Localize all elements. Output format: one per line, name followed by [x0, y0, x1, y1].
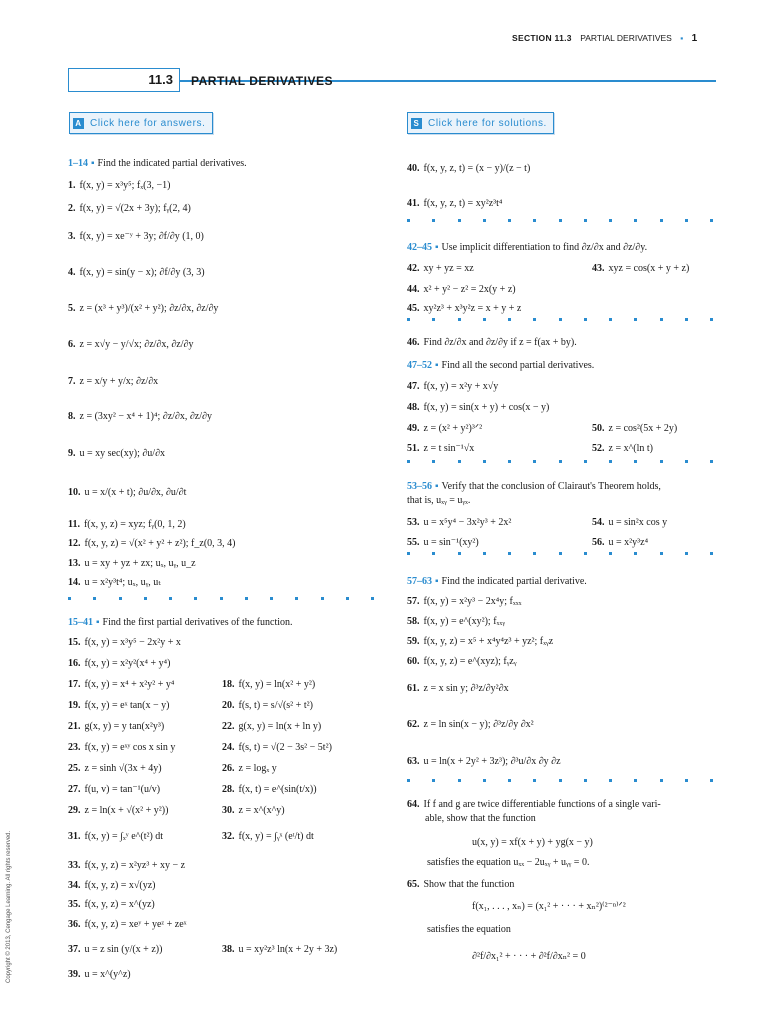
problem-number: 56.	[592, 537, 605, 548]
problem-item	[407, 537, 479, 548]
problem-item	[68, 831, 163, 842]
problem-number: 18.	[222, 679, 235, 690]
display-equation: ∂²f/∂x₁² + · · · + ∂²f/∂xₙ² = 0	[472, 951, 586, 962]
problem-expression: xyz = cos(x + y + z)	[608, 263, 690, 274]
problem-item	[407, 163, 530, 174]
problem-item	[592, 263, 689, 274]
problem-item	[68, 742, 175, 753]
problem-expression: f(x, y) = eˣ tan(x − y)	[84, 700, 170, 711]
problem-number: 15.	[68, 637, 81, 648]
problem-item	[68, 487, 186, 498]
problem-expression: f(x, y) = x³y⁵; fₓ(3, −1)	[79, 180, 171, 191]
problem-item	[68, 231, 204, 242]
problem-number: 24.	[222, 742, 235, 753]
display-equation: u(x, y) = xf(x + y) + yg(x − y)	[472, 837, 593, 848]
problem-item	[68, 860, 185, 871]
instruction-range: 15–41	[68, 617, 93, 628]
problem-expression: u = z sin (y/(x + z))	[84, 944, 163, 955]
problem-number: 14.	[68, 577, 81, 588]
problem-number: 59.	[407, 636, 420, 647]
problem-expression: u = x/(x + t); ∂u/∂x, ∂u/∂t	[84, 487, 187, 498]
problem-item	[407, 402, 549, 413]
problem-expression: f(x, y, z) = x^(yz)	[84, 899, 155, 910]
problem-number: 33.	[68, 860, 81, 871]
problem-number: 43.	[592, 263, 605, 274]
problem-number: 61.	[407, 683, 420, 694]
problem-item	[68, 763, 162, 774]
problem-number: 41.	[407, 198, 420, 209]
instruction-bullet: ▪	[435, 481, 439, 492]
problem-item	[407, 616, 505, 627]
problem-expression: u = x²y³z⁴	[608, 537, 649, 548]
problem-item	[407, 517, 511, 528]
problem-item	[68, 376, 158, 387]
problem-item	[68, 180, 170, 191]
problem-expression: f(x, y, z) = e^(xyz); fᵧzᵧ	[423, 656, 517, 667]
problem-item	[592, 423, 677, 434]
instruction	[407, 481, 661, 492]
page-number: 1	[691, 33, 698, 44]
problem-expression: z = x^(ln t)	[608, 443, 653, 454]
problem-item	[407, 303, 521, 314]
problem-number: 50.	[592, 423, 605, 434]
problem-item	[68, 411, 212, 422]
problem-expression: u = x⁵y⁴ − 3x²y³ + 2x²	[423, 517, 512, 528]
separator-dots	[407, 318, 713, 321]
problem-number: 27.	[68, 784, 81, 795]
problem-number: 12.	[68, 538, 81, 549]
problem-number: 53.	[407, 517, 420, 528]
problem-item	[68, 519, 186, 530]
problem-expression: u = sin²x cos y	[608, 517, 668, 528]
answers-button-label: Click here for answers.	[90, 117, 206, 129]
problem-number: 49.	[407, 423, 420, 434]
problem-item	[68, 919, 187, 930]
header-title: PARTIAL DERIVATIVES	[580, 33, 672, 43]
problem-item	[407, 443, 474, 454]
solutions-button[interactable]	[407, 112, 554, 134]
problem-number: 44.	[407, 284, 420, 295]
problem-expression: f(x, y) = xe⁻ʸ + 3y; ∂f/∂y (1, 0)	[79, 231, 204, 242]
problem-item	[68, 448, 165, 459]
problem-expression: Show that the function	[423, 879, 515, 890]
instruction-range: 53–56	[407, 481, 432, 492]
problem-number: 40.	[407, 163, 420, 174]
problem-expression: f(x, y) = x³y⁵ − 2x²y + x	[84, 637, 181, 648]
problem-number: 52.	[592, 443, 605, 454]
problem-expression: f(x, y) = ln(x² + y²)	[238, 679, 316, 690]
problem-item	[407, 799, 661, 810]
problem-number: 10.	[68, 487, 81, 498]
instruction-text: Verify that the conclusion of Clairaut's Theorem holds,	[441, 481, 661, 492]
separator-dots	[407, 779, 713, 782]
running-header	[512, 33, 697, 44]
problem-number: 5.	[68, 303, 76, 314]
problem-expression: z = t sin⁻¹√x	[423, 443, 475, 454]
problem-number: 29.	[68, 805, 81, 816]
problem-number: 37.	[68, 944, 81, 955]
problem-expression: f(x, y) = ∫ₓʸ e^(t²) dt	[84, 831, 164, 842]
problem-expression: f(x, y, z) = x⁵ + x⁴y⁴z³ + yz²; fₓᵧz	[423, 636, 554, 647]
problem-expression: f(x, y, z, t) = (x − y)/(z − t)	[423, 163, 531, 174]
problem-expression: f(x, t) = e^(sin(t/x))	[238, 784, 317, 795]
problem-item	[68, 558, 196, 569]
problem-item	[407, 719, 534, 730]
instruction	[68, 158, 247, 169]
problem-number: 8.	[68, 411, 76, 422]
problem-number: 46.	[407, 337, 420, 348]
problem-expression: u = sin⁻¹(xy²)	[423, 537, 479, 548]
problem-expression: z = cos²(5x + 2y)	[608, 423, 678, 434]
problem-item	[592, 517, 667, 528]
problem-expression: z = sinh √(3x + 4y)	[84, 763, 162, 774]
problem-item	[222, 742, 332, 753]
problem-number: 30.	[222, 805, 235, 816]
instruction-range: 1–14	[68, 158, 88, 169]
problem-number: 1.	[68, 180, 76, 191]
problem-expression: f(x, y) = e^(xy²); fₓₓᵧ	[423, 616, 505, 627]
problem-item	[68, 658, 170, 669]
problem-number: 28.	[222, 784, 235, 795]
problem-expression: f(x, y) = x⁴ + x²y² + y⁴	[84, 679, 175, 690]
problem-number: 57.	[407, 596, 420, 607]
problem-expression: z = ln sin(x − y); ∂³z/∂y ∂x²	[423, 719, 534, 730]
display-equation: f(x₁, . . . , xₙ) = (x₁² + · · · + xₙ²)⁽²⁻ⁿ⁾ᐟ²	[472, 901, 626, 912]
problem-item	[407, 381, 498, 392]
problem-item	[407, 337, 577, 348]
problem-expression: f(s, t) = √(2 − 3s² − 5t²)	[238, 742, 332, 753]
instruction-bullet: ▪	[96, 617, 100, 628]
instruction-bullet: ▪	[435, 242, 439, 253]
problem-expression: f(x, y, z) = x√(yz)	[84, 880, 156, 891]
problem-item	[407, 756, 561, 767]
header-section: SECTION 11.3	[512, 33, 572, 43]
problem-item	[222, 721, 321, 732]
problem-number: 42.	[407, 263, 420, 274]
problem-expression: u = x²y³t⁴; uₓ, uᵧ, uₜ	[84, 577, 161, 588]
problem-expression: z = ln(x + √(x² + y²))	[84, 805, 169, 816]
problem-item	[222, 805, 285, 816]
problem-item	[407, 656, 517, 667]
section-number: 11.3	[148, 72, 173, 87]
problem-item	[68, 899, 155, 910]
problem-number: 16.	[68, 658, 81, 669]
header-bullet: ▪	[680, 33, 684, 43]
problem-item	[407, 263, 474, 274]
problem-number: 34.	[68, 880, 81, 891]
problem-number: 13.	[68, 558, 81, 569]
problem-expression: z = x√y − y/√x; ∂z/∂x, ∂z/∂y	[79, 339, 194, 350]
problem-item	[68, 267, 205, 278]
problem-item	[222, 784, 317, 795]
problem-expression: u = ln(x + 2y² + 3z³); ∂³u/∂x ∂y ∂z	[423, 756, 561, 767]
problem-number: 38.	[222, 944, 235, 955]
solutions-button-label: Click here for solutions.	[428, 117, 547, 129]
problem-number: 22.	[222, 721, 235, 732]
problem-expression: z = x sin y; ∂³z/∂y²∂x	[423, 683, 509, 694]
problem-expression: f(x, y) = x²y²(x⁴ + y⁴)	[84, 658, 171, 669]
problem-item	[68, 805, 168, 816]
problem-item	[407, 879, 514, 890]
problem-expression: f(x, y, z) = xeʸ + yeᶻ + zeˣ	[84, 919, 187, 930]
separator-dots	[407, 552, 713, 555]
problem-number: 45.	[407, 303, 420, 314]
problem-item	[592, 443, 653, 454]
problem-number: 63.	[407, 756, 420, 767]
problem-expression: f(x, y) = x²y³ − 2x⁴y; fₓₓₓ	[423, 596, 522, 607]
problem-item	[68, 880, 156, 891]
problem-number: 39.	[68, 969, 81, 980]
problem-text: able, show that the function	[425, 813, 536, 824]
problem-expression: x² + y² − z² = 2x(y + z)	[423, 284, 516, 295]
section-title: PARTIAL DERIVATIVES	[191, 74, 333, 88]
instruction-range: 47–52	[407, 360, 432, 371]
problem-number: 11.	[68, 519, 80, 530]
instruction-text: Find all the second partial derivatives.	[441, 360, 595, 371]
problem-expression: g(x, y) = ln(x + ln y)	[238, 721, 322, 732]
problem-item	[68, 577, 161, 588]
instruction-bullet: ▪	[91, 158, 95, 169]
problem-item	[407, 284, 516, 295]
problem-number: 20.	[222, 700, 235, 711]
problem-number: 21.	[68, 721, 81, 732]
instruction	[68, 617, 293, 628]
problem-expression: xy + yz = xz	[423, 263, 474, 274]
problem-expression: f(x, y) = x²y + x√y	[423, 381, 499, 392]
problem-expression: f(x, y, z) = x²yz³ + xy − z	[84, 860, 186, 871]
instruction-text: that is, uₓᵧ = uᵧₓ.	[407, 495, 471, 506]
problem-item	[222, 763, 277, 774]
problem-expression: f(x, y) = sin(x + y) + cos(x − y)	[423, 402, 550, 413]
problem-item	[68, 538, 236, 549]
problem-item	[68, 679, 174, 690]
problem-number: 9.	[68, 448, 76, 459]
problem-item	[222, 700, 313, 711]
problem-text: satisfies the equation uₓₓ − 2uₓᵧ + uᵧᵧ = 0.	[427, 857, 590, 868]
problem-expression: f(x, y) = eˣʸ cos x sin y	[84, 742, 176, 753]
problem-number: 3.	[68, 231, 76, 242]
problem-number: 23.	[68, 742, 81, 753]
problem-number: 2.	[68, 203, 76, 214]
problem-expression: z = x^(x^y)	[238, 805, 285, 816]
answers-icon: A	[73, 118, 84, 129]
problem-expression: z = x/y + y/x; ∂z/∂x	[79, 376, 159, 387]
problem-item	[407, 423, 482, 434]
problem-expression: u = x^(y^z)	[84, 969, 131, 980]
problem-item	[407, 636, 553, 647]
problem-item	[68, 784, 160, 795]
problem-number: 4.	[68, 267, 76, 278]
problem-number: 26.	[222, 763, 235, 774]
problem-expression: f(x, y, z) = √(x² + y² + z²); f_z(0, 3, 4)	[84, 538, 236, 549]
problem-number: 32.	[222, 831, 235, 842]
problem-item	[68, 203, 191, 214]
problem-expression: f(x, y) = √(2x + 3y); fᵧ(2, 4)	[79, 203, 191, 214]
problem-number: 31.	[68, 831, 81, 842]
problem-number: 35.	[68, 899, 81, 910]
instruction-text: Find the first partial derivatives of the function.	[102, 617, 293, 628]
problem-item	[68, 944, 162, 955]
copyright-notice: Copyright © 2013, Cengage Learning. All rights reserved.	[6, 830, 12, 983]
instruction-text: Find the indicated partial derivatives.	[97, 158, 247, 169]
instruction	[407, 360, 594, 371]
problem-item	[222, 831, 314, 842]
problem-number: 54.	[592, 517, 605, 528]
problem-item	[68, 339, 193, 350]
problem-number: 36.	[68, 919, 81, 930]
problem-item	[407, 683, 509, 694]
problem-item	[68, 303, 218, 314]
problem-expression: f(x, y) = sin(y − x); ∂f/∂y (3, 3)	[79, 267, 205, 278]
section-title-box	[68, 68, 180, 92]
problem-text: satisfies the equation	[427, 924, 511, 935]
problem-expression: xy²z³ + x³y²z = x + y + z	[423, 303, 522, 314]
problem-expression: f(x, y, z) = xyz; fᵧ(0, 1, 2)	[83, 519, 186, 530]
problem-number: 7.	[68, 376, 76, 387]
problem-number: 47.	[407, 381, 420, 392]
problem-item	[407, 198, 502, 209]
problem-item	[592, 537, 648, 548]
separator-dots	[407, 460, 713, 463]
problem-expression: z = (x³ + y³)/(x² + y²); ∂z/∂x, ∂z/∂y	[79, 303, 219, 314]
instruction-range: 42–45	[407, 242, 432, 253]
problem-expression: z = (3xy² − x⁴ + 1)⁴; ∂z/∂x, ∂z/∂y	[79, 411, 212, 422]
problem-expression: g(x, y) = y tan(x²y³)	[84, 721, 165, 732]
answers-button[interactable]	[69, 112, 213, 134]
problem-item	[68, 721, 164, 732]
problem-number: 62.	[407, 719, 420, 730]
problem-expression: f(x, y) = ∫ᵧˣ (eᵗ/t) dt	[238, 831, 314, 842]
problem-item	[68, 969, 131, 980]
problem-expression: u = xy + yz + zx; uₓ, uᵧ, u_z	[84, 558, 196, 569]
instruction-range: 57–63	[407, 576, 432, 587]
problem-expression: f(x, y, z, t) = xy²z³t⁴	[423, 198, 503, 209]
instruction	[407, 242, 647, 253]
problem-number: 64.	[407, 799, 420, 810]
instruction-text: Find the indicated partial derivative.	[441, 576, 587, 587]
problem-expression: u = xy²z³ ln(x + 2y + 3z)	[238, 944, 338, 955]
problem-number: 17.	[68, 679, 81, 690]
problem-number: 51.	[407, 443, 420, 454]
separator-dots	[407, 219, 713, 222]
problem-number: 19.	[68, 700, 81, 711]
problem-expression: z = (x² + y²)³ᐟ²	[423, 423, 483, 434]
problem-expression: f(s, t) = s/√(s² + t²)	[238, 700, 313, 711]
problem-expression: z = logₓ y	[238, 763, 277, 774]
problem-item	[68, 700, 169, 711]
solutions-icon: S	[411, 118, 422, 129]
problem-expression: Find ∂z/∂x and ∂z/∂y if z = f(ax + by).	[423, 337, 577, 348]
problem-number: 48.	[407, 402, 420, 413]
problem-number: 25.	[68, 763, 81, 774]
problem-number: 55.	[407, 537, 420, 548]
problem-expression: u = xy sec(xy); ∂u/∂x	[79, 448, 166, 459]
instruction-text: Use implicit differentiation to find ∂z/∂x and ∂z/∂y.	[441, 242, 648, 253]
problem-item	[222, 679, 315, 690]
problem-number: 60.	[407, 656, 420, 667]
instruction-bullet: ▪	[435, 576, 439, 587]
problem-number: 58.	[407, 616, 420, 627]
problem-item	[68, 637, 181, 648]
separator-dots	[68, 597, 374, 600]
problem-expression: f(u, v) = tan⁻¹(u/v)	[84, 784, 161, 795]
problem-number: 65.	[407, 879, 420, 890]
problem-number: 6.	[68, 339, 76, 350]
instruction-bullet: ▪	[435, 360, 439, 371]
instruction	[407, 576, 587, 587]
problem-item	[407, 596, 522, 607]
problem-item	[222, 944, 337, 955]
problem-expression: If f and g are twice differentiable functions of a single vari-	[423, 799, 661, 810]
